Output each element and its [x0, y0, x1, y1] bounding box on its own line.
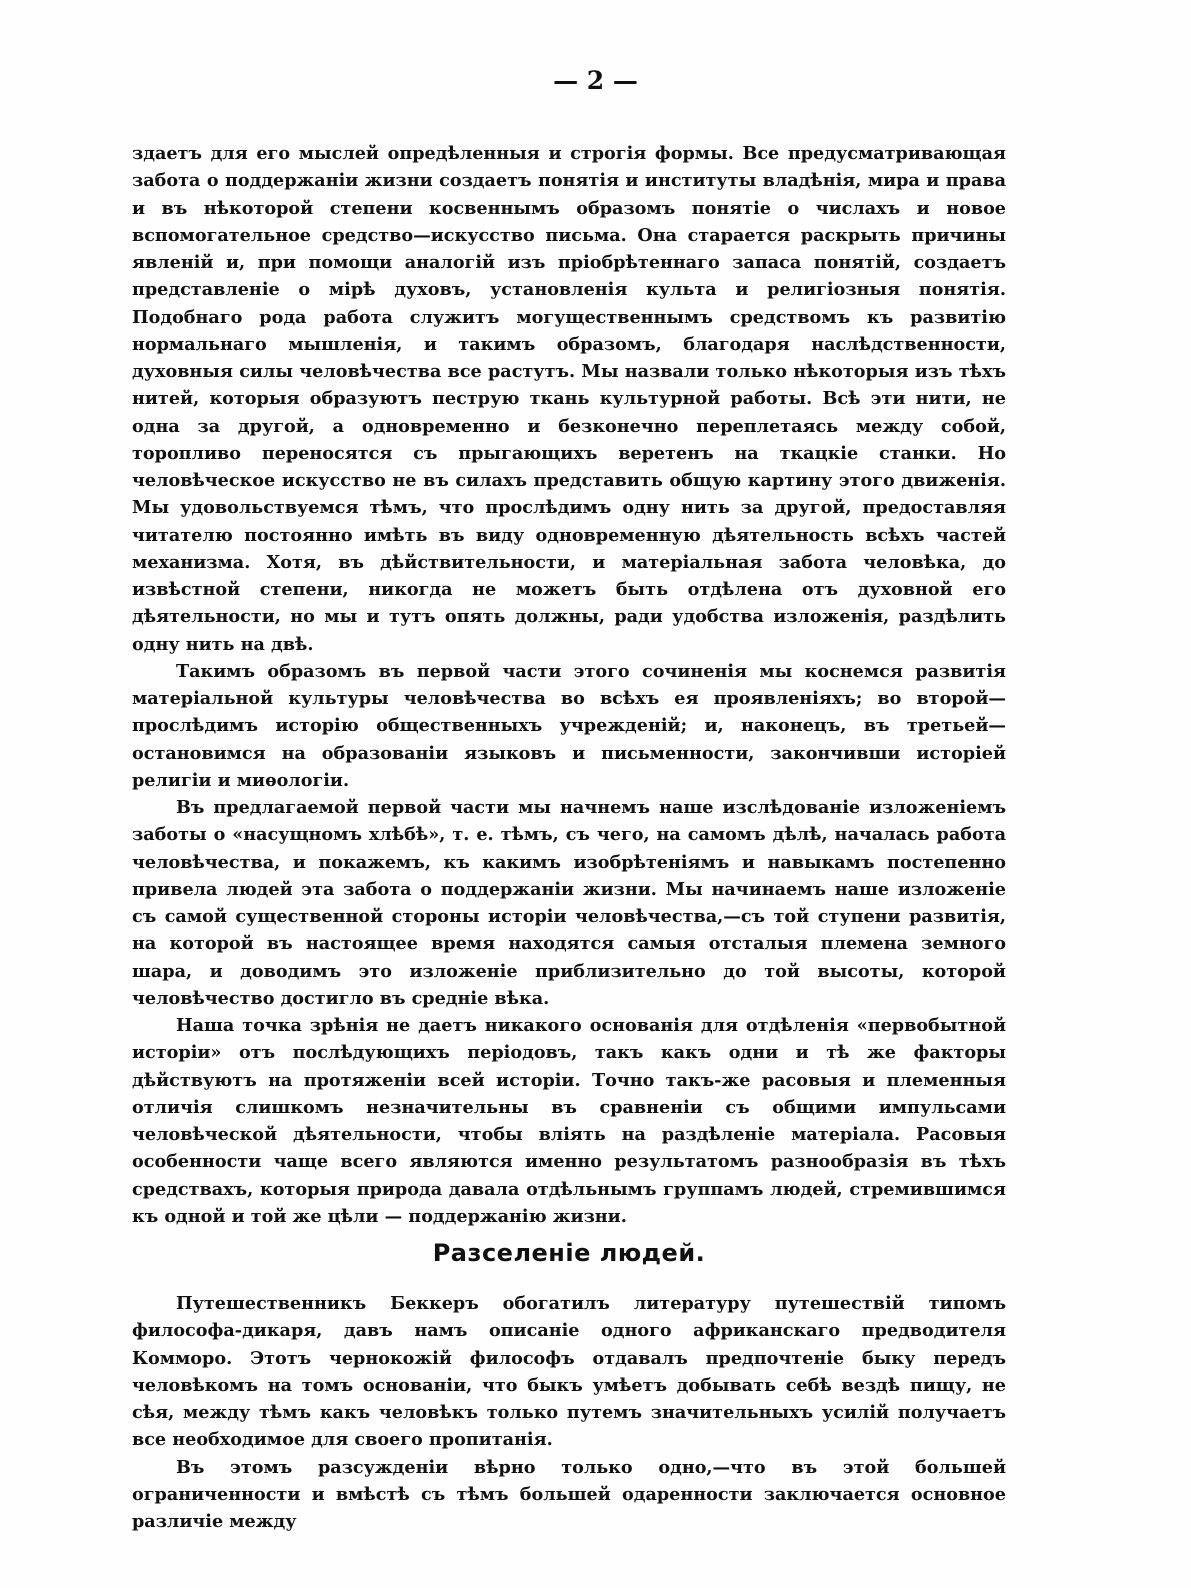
paragraph-viewpoint: Наша точка зрѣнія не даетъ никакого основанія для отдѣленія «первобытной исторіи» отъ послѣдующихъ періодовъ, такъ какъ одни и тѣ же факторы дѣйствуютъ на протяженіи всей исторіи. Точно такъ-же расовыя и племенныя отличія слишкомъ незначительны въ сравненіи съ общими импульсами человѣческой дѣятельности, чтобы вліять на раздѣленіе матеріала. Расовыя особенности чаще всего являются именно результатомъ разнообразія въ тѣхъ средствахъ, которыя природа давала отдѣльнымъ группамъ людей, стремившимся къ одной и той же цѣли — поддержанію жизни.	[132, 1015, 1006, 1227]
paragraph-traveller: Путешественникъ Беккеръ обогатилъ литературу путешествій типомъ философа-дикаря, давъ намъ описаніе одного африканскаго предводителя Комморо. Этотъ чернокожій философъ отдавалъ предпочтеніе быку передъ человѣкомъ на томъ основаніи, что быкъ умѣетъ добывать себѣ вездѣ пищу, не сѣя, между тѣмъ какъ человѣкъ только путемъ значительныхъ усилій получаетъ все необходимое для своего пропитанія.	[132, 1293, 1006, 1451]
section-heading: Разселеніе людей.	[432, 1239, 706, 1267]
body-text	[132, 140, 1006, 1535]
page-number: — 2 —	[553, 66, 638, 95]
paragraph-first-part: Въ предлагаемой первой части мы начнемъ наше изслѣдованіе изложеніемъ заботы о «насущномъ хлѣбѣ», т. е. тѣмъ, съ чего, на самомъ дѣлѣ, началась работа человѣчества, и покажемъ, къ какимъ изобрѣтеніямъ и навыкамъ постепенно привела людей эта забота о поддержаніи жизни. Мы начинаемъ наше изложеніе съ самой существенной стороны исторіи человѣчества,—съ той ступени развитія, на которой въ настоящее время находятся самыя отсталыя племена земного шара, и доводимъ это изложеніе приблизительно до той высоты, которой человѣчество достигло въ средніе вѣка.	[132, 797, 1006, 1009]
paragraph-continuation: здаетъ для его мыслей опредѣленныя и строгія формы. Все предусматривающая забота о поддержаніи жизни создаетъ понятія и институты владѣнія, мира и права и въ нѣкоторой степени косвеннымъ образомъ понятіе о числахъ и новое вспомогательное средство—искусство письма. Она старается раскрыть причины явленій и, при помощи аналогій изъ пріобрѣтеннаго запаса понятій, создаетъ представленіе о мірѣ духовъ, установленія культа и религіозныя понятія. Подобнаго рода работа служитъ могущественнымъ средствомъ къ развитію нормальнаго мышленія, и такимъ образомъ, благодаря наслѣдственности, духовныя силы человѣчества все растутъ. Мы назвали только нѣкоторыя изъ тѣхъ нитей, которыя образуютъ пеструю ткань культурной работы. Всѣ эти нити, не одна за другой, а одновременно и безконечно переплетаясь между собой, торопливо переносятся съ прыгающихъ веретенъ на ткацкіе станки. Но человѣческое искусство не въ силахъ представить общую картину этого движенія. Мы удовольствуемся тѣмъ, что прослѣдимъ одну нить за другой, предоставляя читателю постоянно имѣть въ виду одновременную дѣятельность всѣхъ частей механизма. Хотя, въ дѣйствительности, и матеріальная забота человѣка, до извѣстной степени, никогда не можетъ быть отдѣлена отъ духовной его дѣятельности, но мы и тутъ опять должны, ради удобства изложенія, раздѣлить одну нить на двѣ.	[132, 143, 1006, 655]
paragraph-reasoning: Въ этомъ разсужденіи вѣрно только одно,—что въ этой большей ограниченности и вмѣстѣ съ тѣмъ большей одаренности заключается основное различіе между	[132, 1456, 1006, 1532]
paragraph-work-parts: Такимъ образомъ въ первой части этого сочиненія мы коснемся развитія матеріальной культуры человѣчества во всѣхъ ея проявленіяхъ; во второй—прослѣдимъ исторію общественныхъ учрежденій; и, наконецъ, въ третьей—остановимся на образованіи языковъ и письменности, закончивши исторіей религіи и миѳологіи.	[132, 660, 1006, 791]
